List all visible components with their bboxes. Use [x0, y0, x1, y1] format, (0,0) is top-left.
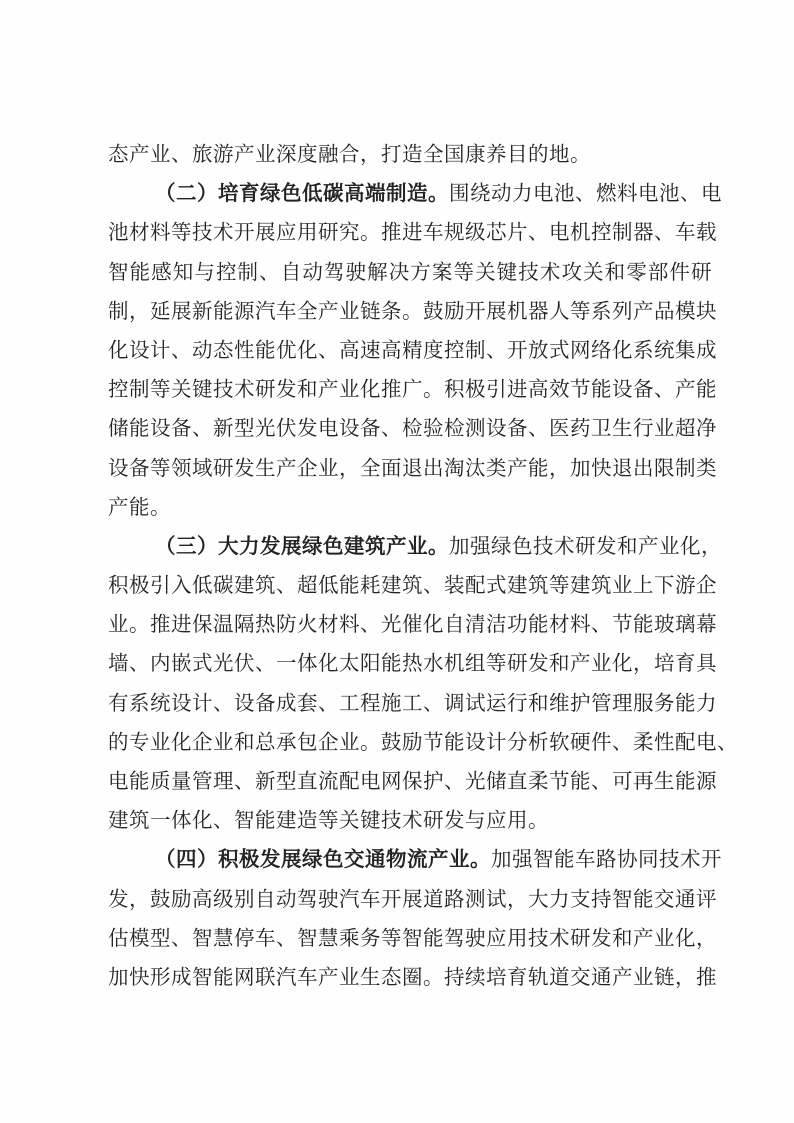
text-line [108, 606, 717, 645]
text-line [108, 920, 717, 959]
text-line [108, 136, 712, 175]
body-text: 建筑一体化、智能建造等关键技术研发与应用。 [108, 810, 549, 833]
text-line [108, 489, 712, 528]
text-line [108, 528, 722, 567]
text-line [108, 881, 717, 920]
body-text: 态产业、旅游产业深度融合，打造全国康养目的地。 [108, 144, 591, 166]
text-line [108, 567, 717, 606]
body-text: 的专业化企业和总承包企业。鼓励节能设计分析软硬件、柔性配电、 [108, 731, 738, 754]
section-heading: （二）培育绿色低碳高端制造。 [155, 183, 449, 206]
body-text: 电能质量管理、新型直流配电网保护、光储直柔节能、可再生能源 [108, 771, 717, 793]
section-heading: （三）大力发展绿色建筑产业。 [155, 535, 449, 558]
body-text: 围绕动力电池、燃料电池、电 [449, 183, 722, 206]
body-text: 池材料等技术开展应用研究。推进车规级芯片、电机控制器、车载 [108, 222, 717, 245]
body-text: 加快形成智能网联汽车产业生态圈。持续培育轨道交通产业链，推 [108, 966, 717, 989]
body-text: 发，鼓励高级别自动驾驶汽车开展道路测试，大力支持智能交通评 [108, 888, 717, 911]
body-text: 产能。 [108, 496, 171, 519]
body-text: 墙、内嵌式光伏、一体化太阳能热水机组等研发和产业化，培育具 [108, 653, 717, 676]
text-line [108, 763, 717, 802]
text-line [108, 332, 717, 371]
text-line [108, 410, 717, 449]
text-line [108, 841, 722, 880]
body-text: 智能感知与控制、自动驾驶解决方案等关键技术攻关和零部件研 [108, 261, 712, 284]
body-text: 控制等关键技术研发和产业化推广。积极引进高效节能设备、产能 [108, 379, 717, 402]
text-line [108, 371, 717, 410]
text-line [108, 214, 717, 253]
body-text: 设备等领域研发生产企业，全面退出淘汰类产能，加快退出限制类 [108, 457, 717, 480]
body-text: 估模型、智慧停车、智慧乘务等智能驾驶应用技术研发和产业化， [108, 927, 717, 950]
text-line [108, 175, 722, 214]
text-line [108, 254, 712, 293]
body-text: 制，延展新能源汽车全产业链条。鼓励开展机器人等系列产品模块 [108, 300, 717, 323]
body-text: 积极引入低碳建筑、超低能耗建筑、装配式建筑等建筑业上下游企 [108, 575, 717, 598]
body-text: 有系统设计、设备成套、工程施工、调试运行和维护管理服务能力 [108, 692, 717, 715]
text-line [108, 959, 717, 998]
text-line [108, 685, 717, 724]
body-text: 加强智能车路协同技术开 [491, 849, 722, 872]
body-text: 业。推进保温隔热防火材料、光催化自清洁功能材料、节能玻璃幕 [108, 614, 717, 637]
text-line [108, 802, 712, 841]
text-line [108, 293, 717, 332]
body-text: 储能设备、新型光伏发电设备、检验检测设备、医药卫生行业超净 [108, 418, 717, 441]
body-text: 加强绿色技术研发和产业化， [449, 535, 722, 558]
body-text: 化设计、动态性能优化、高速高精度控制、开放式网络化系统集成 [108, 339, 717, 362]
text-line [108, 450, 717, 489]
text-block [108, 136, 738, 998]
text-line [108, 645, 717, 684]
text-line [108, 724, 738, 763]
section-heading: （四）积极发展绿色交通物流产业。 [155, 849, 491, 872]
